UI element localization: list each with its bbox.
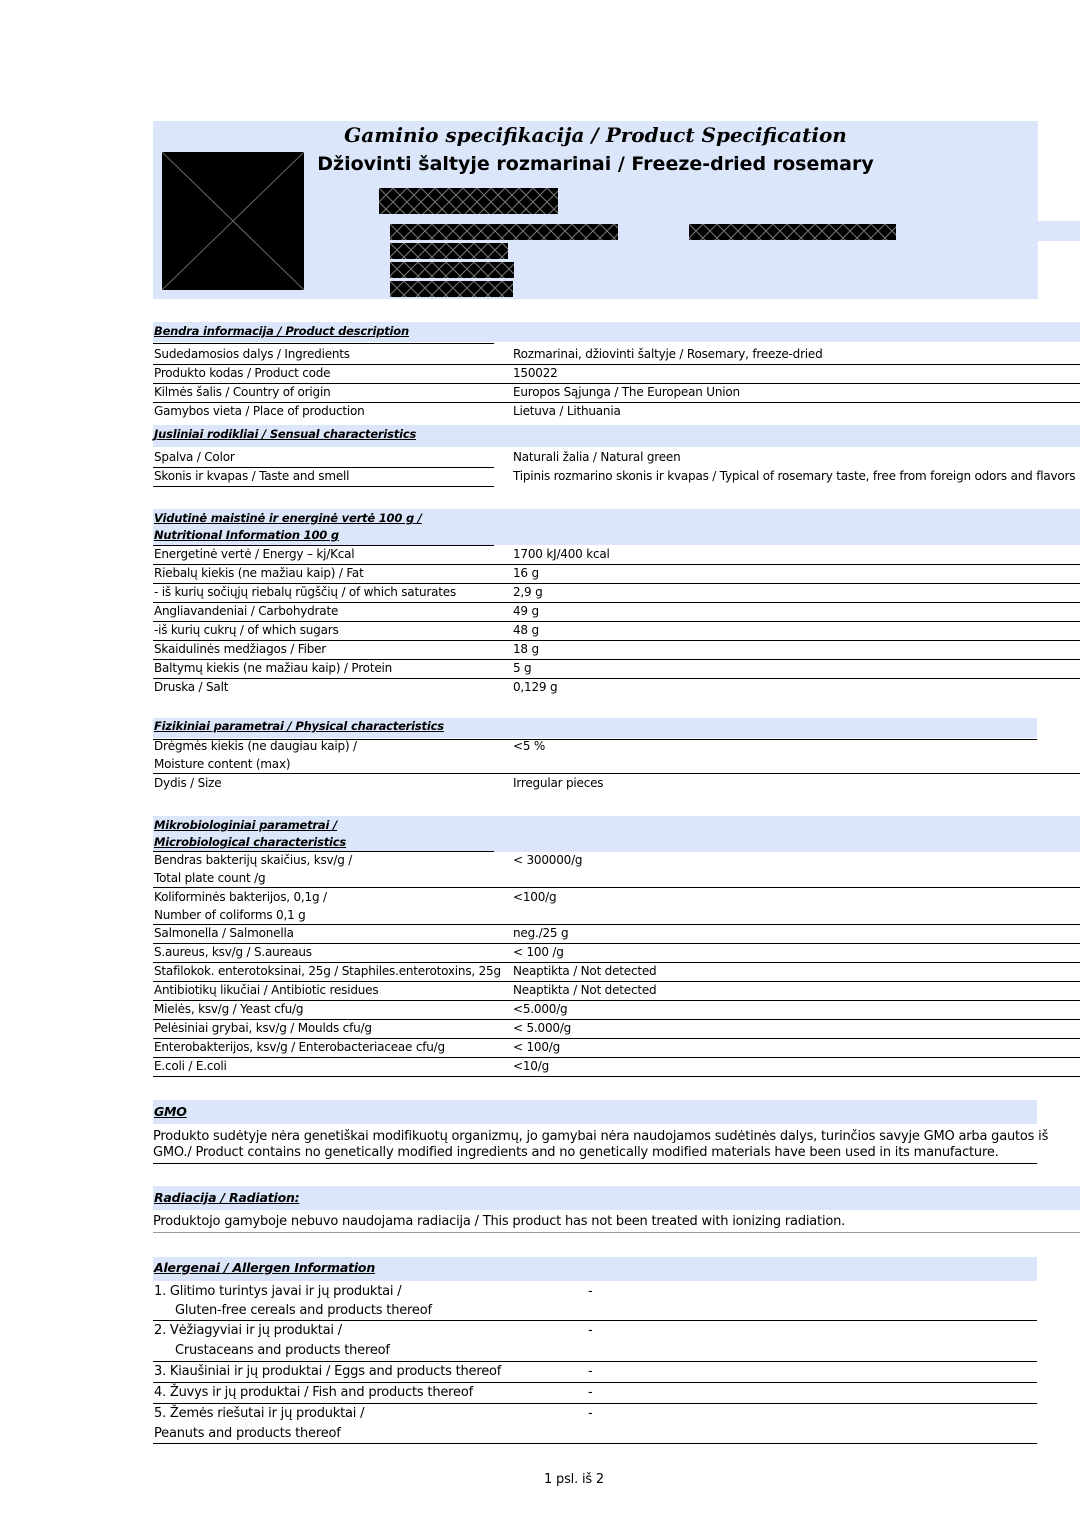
micro-row-value: <10/g bbox=[513, 1059, 549, 1073]
production-place-value: Lietuva / Lithuania bbox=[513, 404, 621, 418]
divider bbox=[153, 621, 1080, 622]
allergen-row-label: 1. Glitimo turintys javai ir jų produktai / bbox=[154, 1284, 402, 1299]
divider bbox=[153, 343, 494, 344]
divider bbox=[153, 943, 1080, 944]
divider bbox=[153, 659, 1080, 660]
sugars-label: -iš kurių cukrų / of which sugars bbox=[154, 623, 339, 637]
micro-row-label: Mielės, ksv/g / Yeast cfu/g bbox=[154, 1002, 304, 1016]
moisture-label: Drėgmės kiekis (ne daugiau kaip) / bbox=[154, 739, 357, 753]
divider bbox=[153, 1320, 1037, 1321]
micro-row-value: < 100 /g bbox=[513, 945, 564, 959]
divider bbox=[153, 1382, 1037, 1383]
allergen-row-label: 5. Žemės riešutai ir jų produktai / bbox=[154, 1406, 365, 1421]
allergen-row-value: - bbox=[588, 1385, 593, 1400]
micro-row-label-en: Number of coliforms 0,1 g bbox=[154, 908, 306, 922]
divider bbox=[153, 1019, 1080, 1020]
section-heading-micro: Mikrobiologiniai parametrai / bbox=[154, 818, 338, 832]
micro-row-label: Stafilokok. enterotoksinai, 25g / Staphiles.enterotoxins, 25g bbox=[154, 964, 501, 978]
divider bbox=[153, 1076, 1080, 1077]
product-code-value: 150022 bbox=[513, 366, 558, 380]
divider bbox=[153, 364, 1080, 365]
divider bbox=[153, 1000, 1080, 1001]
ingredients-label: Sudedamosios dalys / Ingredients bbox=[154, 347, 350, 361]
redacted-address-1 bbox=[390, 224, 618, 240]
allergen-row-label-en: Gluten-free cereals and products thereof bbox=[175, 1303, 432, 1318]
salt-label: Druska / Salt bbox=[154, 680, 229, 694]
salt-value: 0,129 g bbox=[513, 680, 558, 694]
energy-label: Energetinė vertė / Energy – kj/Kcal bbox=[154, 547, 355, 561]
micro-row-label: Antibiotikų likučiai / Antibiotic residues bbox=[154, 983, 379, 997]
product-name: Džiovinti šaltyje rozmarinai / Freeze-dried rosemary bbox=[317, 153, 874, 175]
divider bbox=[153, 851, 494, 852]
micro-row-value: < 300000/g bbox=[513, 853, 583, 867]
section-heading-nutrition-en: Nutritional Information 100 g bbox=[154, 528, 339, 542]
micro-row-value: Neaptikta / Not detected bbox=[513, 964, 657, 978]
allergen-row-label: 4. Žuvys ir jų produktai / Fish and products thereof bbox=[154, 1385, 473, 1400]
redacted-address-2 bbox=[689, 224, 896, 240]
divider bbox=[153, 1057, 1080, 1058]
allergen-row-value: - bbox=[588, 1364, 593, 1379]
micro-row-value: < 5.000/g bbox=[513, 1021, 572, 1035]
micro-row-label: Salmonella / Salmonella bbox=[154, 926, 294, 940]
micro-row-label-en: Total plate count /g bbox=[154, 871, 266, 885]
micro-row-value: Neaptikta / Not detected bbox=[513, 983, 657, 997]
allergen-row-label: 3. Kiaušiniai ir jų produktai / Eggs and products thereof bbox=[154, 1364, 502, 1379]
micro-row-label: Bendras bakterijų skaičius, ksv/g / bbox=[154, 853, 353, 867]
divider bbox=[153, 402, 1080, 403]
allergen-row-value: - bbox=[588, 1284, 593, 1299]
fiber-label: Skaidulinės medžiagos / Fiber bbox=[154, 642, 327, 656]
size-value: Irregular pieces bbox=[513, 776, 604, 790]
divider bbox=[153, 1361, 1037, 1362]
section-heading-physical: Fizikiniai parametrai / Physical characteristics bbox=[154, 719, 444, 733]
divider bbox=[153, 1163, 1037, 1164]
divider bbox=[153, 678, 1080, 679]
size-label: Dydis / Size bbox=[154, 776, 222, 790]
divider bbox=[153, 640, 1080, 641]
radiation-text: Produktojo gamyboje nebuvo naudojama radiacija / This product has not been treated with ionizing radiation. bbox=[153, 1214, 846, 1229]
divider bbox=[153, 1403, 1037, 1404]
redacted-address-3 bbox=[390, 243, 508, 259]
divider bbox=[153, 383, 1080, 384]
divider bbox=[153, 602, 1080, 603]
divider bbox=[153, 887, 1080, 888]
fat-value: 16 g bbox=[513, 566, 539, 580]
gmo-text-line2: GMO./ Product contains no genetically modified ingredients and no genetically modified materials have been used in its manufacture. bbox=[153, 1145, 999, 1160]
micro-row-label: E.coli / E.coli bbox=[154, 1059, 227, 1073]
carbohydrate-label: Angliavandeniai / Carbohydrate bbox=[154, 604, 339, 618]
page-number: 1 psl. iš 2 bbox=[544, 1472, 604, 1487]
saturates-label: - iš kurių sočiųjų riebalų rūgščių / of which saturates bbox=[154, 585, 456, 599]
micro-row-label: Enterobakterijos, ksv/g / Enterobacteriaceae cfu/g bbox=[154, 1040, 445, 1054]
divider bbox=[153, 545, 494, 546]
divider bbox=[153, 583, 1080, 584]
divider bbox=[153, 981, 1080, 982]
section-heading-gmo: GMO bbox=[154, 1104, 187, 1119]
section-heading-radiation: Radiacija / Radiation: bbox=[154, 1190, 300, 1205]
micro-row-value: <5.000/g bbox=[513, 1002, 568, 1016]
protein-label: Baltymų kiekis (ne mažiau kaip) / Protein bbox=[154, 661, 393, 675]
allergen-row-value: - bbox=[588, 1323, 593, 1338]
origin-label: Kilmės šalis / Country of origin bbox=[154, 385, 331, 399]
divider bbox=[153, 1038, 1080, 1039]
allergen-row-label-en: Peanuts and products thereof bbox=[154, 1426, 341, 1441]
sugars-value: 48 g bbox=[513, 623, 539, 637]
section-heading-description: Bendra informacija / Product description bbox=[154, 324, 409, 338]
section-heading-allergens: Alergenai / Allergen Information bbox=[154, 1260, 376, 1275]
divider bbox=[153, 564, 1080, 565]
moisture-label-en: Moisture content (max) bbox=[154, 757, 291, 771]
production-place-label: Gamybos vieta / Place of production bbox=[154, 404, 365, 418]
saturates-value: 2,9 g bbox=[513, 585, 543, 599]
divider bbox=[153, 486, 494, 487]
micro-row-label: S.aureus, ksv/g / S.aureaus bbox=[154, 945, 312, 959]
redacted-company-name bbox=[379, 188, 558, 214]
header-band-extension bbox=[1038, 221, 1080, 241]
fat-label: Riebalų kiekis (ne mažiau kaip) / Fat bbox=[154, 566, 364, 580]
taste-label: Skonis ir kvapas / Taste and smell bbox=[154, 469, 350, 483]
micro-row-label: Koliforminės bakterijos, 0,1g / bbox=[154, 890, 327, 904]
redacted-address-5 bbox=[390, 281, 513, 297]
carbohydrate-value: 49 g bbox=[513, 604, 539, 618]
ingredients-value: Rozmarinai, džiovinti šaltyje / Rosemary, freeze-dried bbox=[513, 347, 823, 361]
fiber-value: 18 g bbox=[513, 642, 539, 656]
section-heading-sensual: Jusliniai rodikliai / Sensual characteristics bbox=[154, 427, 417, 441]
allergen-row-value: - bbox=[588, 1406, 593, 1421]
divider bbox=[153, 467, 494, 468]
micro-row-value: < 100/g bbox=[513, 1040, 561, 1054]
divider bbox=[153, 1443, 1037, 1444]
section-heading-micro-en: Microbiological characteristics bbox=[154, 835, 347, 849]
energy-value: 1700 kJ/400 kcal bbox=[513, 547, 610, 561]
section-heading-nutrition: Vidutinė maistinė ir energinė vertė 100 g / bbox=[154, 511, 422, 525]
redacted-address-4 bbox=[390, 262, 514, 278]
color-label: Spalva / Color bbox=[154, 450, 235, 464]
micro-row-label: Pelėsiniai grybai, ksv/g / Moulds cfu/g bbox=[154, 1021, 372, 1035]
origin-value: Europos Sąjunga / The European Union bbox=[513, 385, 740, 399]
product-code-label: Produkto kodas / Product code bbox=[154, 366, 331, 380]
section-band-gmo bbox=[153, 1100, 1037, 1124]
color-value: Naturali žalia / Natural green bbox=[513, 450, 681, 464]
divider bbox=[153, 962, 1080, 963]
gmo-text-line1: Produkto sudėtyje nėra genetiškai modifikuotų organizmų, jo gamybai nėra naudojamos sudėtinės dalys, turinčios savyje GMO arba gautos iš bbox=[153, 1129, 1049, 1144]
protein-value: 5 g bbox=[513, 661, 532, 675]
moisture-value: <5 % bbox=[513, 739, 546, 753]
document-title: Gaminio specifikacija / Product Specification bbox=[344, 123, 847, 147]
divider bbox=[153, 1232, 1080, 1233]
micro-row-value: neg./25 g bbox=[513, 926, 569, 940]
taste-value: Tipinis rozmarino skonis ir kvapas / Typical of rosemary taste, free from foreign odors and flavors bbox=[513, 469, 1076, 483]
allergen-row-label-en: Crustaceans and products thereof bbox=[175, 1343, 390, 1358]
allergen-row-label: 2. Vėžiagyviai ir jų produktai / bbox=[154, 1323, 342, 1338]
divider bbox=[153, 924, 1080, 925]
divider bbox=[153, 773, 1080, 774]
micro-row-value: <100/g bbox=[513, 890, 557, 904]
